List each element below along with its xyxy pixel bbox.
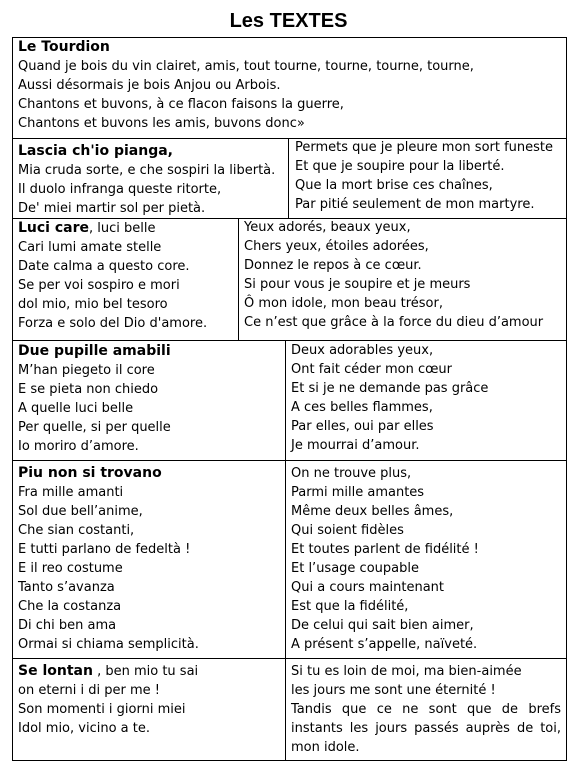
- lyric-line: Io moriro d’amore.: [18, 439, 139, 454]
- translation-line: Et toutes parlent de fidélité !: [291, 542, 479, 557]
- translation-line: Qui soient fidèles: [291, 523, 404, 538]
- lyric-line: Mia cruda sorte, e che sospiri la libertà.: [18, 163, 276, 178]
- song-title: Luci care: [18, 220, 90, 236]
- lyric-line: Ormai si chiama semplicità.: [18, 637, 199, 652]
- translation-line: A ces belles flammes,: [291, 400, 433, 415]
- translation-line: Qui a cours maintenant: [291, 580, 445, 595]
- translation-line: Ont fait céder mon cœur: [291, 362, 452, 377]
- translation-line: Et si je ne demande pas grâce: [291, 381, 489, 396]
- lyric-line: Chantons et buvons, à ce flacon faisons la guerre,: [18, 97, 344, 112]
- translation-line: les jours me sont une éternité !: [291, 683, 496, 698]
- column-divider: [288, 138, 289, 218]
- translation-line: Ô mon idole, mon beau trésor,: [244, 296, 443, 311]
- translation-line: Par pitié seulement de mon martyre.: [295, 197, 535, 212]
- song-luci-translation: [244, 218, 543, 332]
- lyric-line: Il duolo infranga queste ritorte,: [18, 182, 222, 197]
- song-tourdion: [18, 38, 474, 133]
- song-title: Due pupille amabili: [18, 343, 171, 359]
- song-title-line: [18, 219, 207, 238]
- lyric-line: Cari lumi amate stelle: [18, 240, 162, 255]
- translation-paragraph: Tandis que ce ne sont que de brefs instants les jours passés auprès de toi, mon idole.: [291, 702, 561, 755]
- lyric-line: Tanto s’avanza: [18, 580, 115, 595]
- song-luci-original: [18, 219, 207, 333]
- song-lascia-original: [18, 142, 275, 218]
- translation-line: Si tu es loin de moi, ma bien-aimée: [291, 664, 522, 679]
- lyric-line: Aussi désormais je bois Anjou ou Arbois.: [18, 78, 281, 93]
- lyric-line: dol mio, mio bel tesoro: [18, 297, 168, 312]
- lyric-line: Idol mio, vicino a te.: [18, 721, 150, 736]
- translation-line: Que la mort brise ces chaînes,: [295, 178, 493, 193]
- translation-line: De celui qui sait bien aimer,: [291, 618, 474, 633]
- lyric-line: Che sian costanti,: [18, 523, 135, 538]
- lyric-line: Date calma a questo core.: [18, 259, 190, 274]
- lyric-line: Di chi ben ama: [18, 618, 117, 633]
- song-title: Le Tourdion: [18, 39, 110, 55]
- translation-line: Si pour vous je soupire et je meurs: [244, 277, 471, 292]
- song-title: Lascia ch'io pianga,: [18, 143, 173, 159]
- song-lontan-original: [18, 662, 198, 738]
- translation-line: Donnez le repos à ce cœur.: [244, 258, 422, 273]
- lyric-line: Chantons et buvons les amis, buvons donc»: [18, 116, 305, 131]
- column-divider: [238, 218, 239, 340]
- translation-line: Ce n’est que grâce à la force du dieu d’amour: [244, 315, 544, 330]
- song-title-rest: , ben mio tu sai: [92, 664, 199, 679]
- translation-line: Je mourrai d’amour.: [291, 438, 420, 453]
- translation-line: Parmi mille amantes: [291, 485, 425, 500]
- song-title-rest: , luci belle: [89, 221, 156, 236]
- lyric-line: De' miei martir sol per pietà.: [18, 201, 206, 216]
- song-lontan-translation: [291, 662, 561, 757]
- lyric-line: on eterni i di per me !: [18, 683, 160, 698]
- page-title: Les TEXTES: [229, 10, 348, 32]
- translation-line: A présent s’appelle, naïveté.: [291, 637, 478, 652]
- translation-line: Permets que je pleure mon sort funeste: [295, 140, 554, 155]
- song-pupille-original: [18, 342, 171, 456]
- lyric-line: Che la costanza: [18, 599, 122, 614]
- translation-line: Et que je soupire pour la liberté.: [295, 159, 505, 174]
- translation-line: Est que la fidélité,: [291, 599, 409, 614]
- translation-line: Chers yeux, étoiles adorées,: [244, 239, 429, 254]
- translation-line: Et l’usage coupable: [291, 561, 419, 576]
- song-title: Piu non si trovano: [18, 465, 162, 481]
- lyric-line: A quelle luci belle: [18, 401, 134, 416]
- column-divider: [285, 340, 286, 761]
- translation-line: Même deux belles âmes,: [291, 504, 454, 519]
- lyric-line: Per quelle, si per quelle: [18, 420, 171, 435]
- lyric-line: E se pieta non chiedo: [18, 382, 159, 397]
- song-pupille-translation: [291, 341, 488, 455]
- translation-line: On ne trouve plus,: [291, 466, 412, 481]
- lyric-line: E il reo costume: [18, 561, 123, 576]
- lyric-line: Quand je bois du vin clairet, amis, tout tourne, tourne, tourne, tourne,: [18, 59, 474, 74]
- translation-line: Yeux adorés, beaux yeux,: [244, 220, 411, 235]
- lyric-line: Forza e solo del Dio d'amore.: [18, 316, 208, 331]
- row-divider: [12, 460, 567, 461]
- lyric-line: Se per voi sospiro e mori: [18, 278, 180, 293]
- lyric-line: Fra mille amanti: [18, 485, 124, 500]
- lyric-line: Son momenti i giorni miei: [18, 702, 186, 717]
- row-divider: [12, 658, 567, 659]
- lyric-line: E tutti parlano de fedeltà !: [18, 542, 191, 557]
- song-title-line: [18, 662, 198, 681]
- translation-line: Deux adorables yeux,: [291, 343, 434, 358]
- song-lascia-translation: [295, 138, 553, 214]
- song-title: Se lontan: [18, 663, 93, 679]
- song-trovano-translation: [291, 464, 479, 654]
- song-trovano-original: [18, 464, 199, 654]
- translation-line: Par elles, oui par elles: [291, 419, 434, 434]
- lyric-line: Sol due bell’anime,: [18, 504, 143, 519]
- lyric-line: M’han piegeto il core: [18, 363, 155, 378]
